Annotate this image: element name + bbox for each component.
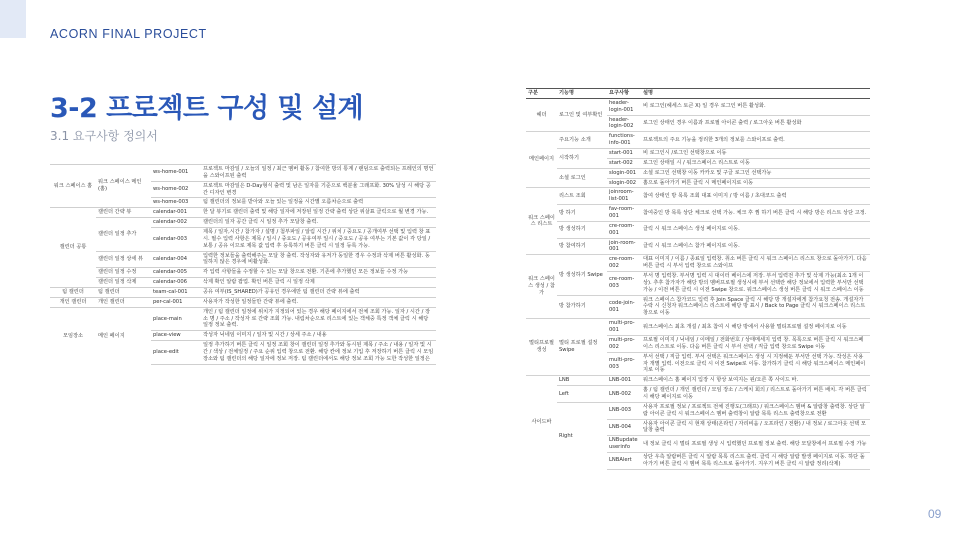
category-cell: 사이드바 bbox=[526, 376, 557, 469]
description-cell: 비 로그인(헤세스 토큰 X) 일 경우 로그인 버튼 활성화. bbox=[641, 98, 870, 115]
description-cell: 한 달 뷰기로 캘린더 출력 및 해당 일자에 저장된 일정 간략 출력 상단 위살표 클릭으로 월 변경 가능. bbox=[201, 208, 436, 218]
feature-cell: 소셜 로그인 bbox=[557, 168, 607, 188]
feature-cell: 주요기능 소개 bbox=[557, 132, 607, 149]
requirement-id-cell: ws-home-001 bbox=[151, 165, 201, 182]
feature-cell: 리스트 조회 bbox=[557, 188, 607, 205]
category-cell: 멀티프로필 생성 bbox=[526, 319, 557, 376]
table-row bbox=[526, 295, 870, 319]
description-cell: 각 입력 사항들을 수정할 수 있는 모달 창으로 전환. 기존에 추가했던 모든 정보들 수정 가능 bbox=[201, 268, 436, 278]
table-row bbox=[50, 288, 436, 298]
description-cell: 프로필 이미지 / 닉네임 / 이메일 / 전화번호 / 상태메세지 입력 창. 목록으로 버튼 클릭 시 워크스페이스 리스트로 이동. 다음 버튼 클릭 시 부서 선택 / 직급 입력 창으로 Swipe 이동 bbox=[641, 335, 870, 352]
category-cell: 워크 스페이스 생성 / 참가 bbox=[526, 255, 557, 319]
table-row bbox=[526, 188, 870, 205]
feature-cell: 캘린더 일정 추가 bbox=[96, 218, 151, 251]
description-cell: 로그인 상태인 경우 이름과 프로필 아이콘 출력 / 로그아웃 버튼 활성화 bbox=[641, 115, 870, 132]
requirement-id-cell: calendar-003 bbox=[151, 228, 201, 252]
description-cell: 프로젝트의 주요 기능을 정리한 3개의 정보를 스와이프로 출력. bbox=[641, 132, 870, 149]
requirement-id-cell: start-001 bbox=[607, 149, 641, 159]
requirement-id-cell: multi-pro-003 bbox=[607, 352, 641, 376]
header-category: 구분 bbox=[526, 89, 557, 99]
table-row bbox=[526, 221, 870, 238]
description-cell: 입력한 정보들을 출력해주는 모달 창 출력. 작성자와 유저가 동일한 경우 수정과 삭제 버튼 활성화. 동일하지 않은 경우에 비활성화. bbox=[201, 251, 436, 268]
requirement-id-cell: LNB-002 bbox=[607, 386, 641, 403]
description-cell: 비 로그인시 /로그인 선택창으로 이동 bbox=[641, 149, 870, 159]
table-row bbox=[526, 402, 870, 419]
description-cell: 프로젝트 마감일 / 오늘의 일정 / 최근 멤버 활동 / 참여한 방의 통계 / 랜덤으로 출력되는 프레인의 명언을 스와이프된 출력 bbox=[201, 165, 436, 182]
requirement-id-cell: start-002 bbox=[607, 158, 641, 168]
feature-cell: 시작하기 bbox=[557, 149, 607, 169]
requirement-id-cell: LNBAlert bbox=[607, 452, 641, 469]
requirement-id-cell: calendar-004 bbox=[151, 251, 201, 268]
description-cell: 캘린더의 일자 공간 클릭 시 일정 추가 모달창 출력. bbox=[201, 218, 436, 228]
table-row bbox=[526, 319, 870, 336]
requirement-id-cell: ws-home-003 bbox=[151, 198, 201, 208]
category-cell: 개인 캘린더 bbox=[50, 297, 96, 307]
table-row bbox=[50, 268, 436, 278]
requirement-id-cell: header-login-001 bbox=[607, 98, 641, 115]
table-row bbox=[526, 255, 870, 272]
requirement-id-cell: header-login-002 bbox=[607, 115, 641, 132]
category-cell: 워크 스페이스 리스트 bbox=[526, 188, 557, 255]
description-cell: 팀 캘린더의 정보를 받아와 오늘 있는 일정을 시간별 오름차순으로 출력 bbox=[201, 198, 436, 208]
description-cell: 워크스페이스 최초 개설 / 최초 참여 시 해당 방에서 사용할 멀티프로필 설정 페이지로 이동 bbox=[641, 319, 870, 336]
page-number: 09 bbox=[928, 507, 942, 521]
requirement-id-cell: functions-info-001 bbox=[607, 132, 641, 149]
requirement-id-cell: LNB-004 bbox=[607, 419, 641, 436]
table-row bbox=[50, 307, 436, 331]
requirement-id-cell: calendar-006 bbox=[151, 278, 201, 288]
feature-cell: Right bbox=[557, 402, 607, 469]
description-cell: 소셜 로그인 선택창 이동 카카오 및 구글 로그인 선택가능 bbox=[641, 168, 870, 178]
description-cell: 부서 선택 / 직급 입력. 부서 선택은 워크스페이스 생성 시 지정해둔 부서만 선택 가능. 작성은 사용자 개별 입력. 이전으로 클릭 시 이전 Swipe로 이동. 참가하기 클릭 시 해당 워크스페이스 메인페이지로 이동 bbox=[641, 352, 870, 376]
requirement-id-cell: slogin-002 bbox=[607, 178, 641, 188]
category-cell: 모임장소 bbox=[50, 307, 96, 364]
feature-cell: 캘린더 일정 수정 bbox=[96, 268, 151, 278]
feature-cell: 워크 스페이스 메인(홈) bbox=[96, 165, 151, 208]
description-cell: 참여 상태인 방 목록 조회 대표 이미지 / 방 이름 / 초대코드 출력 bbox=[641, 188, 870, 205]
slide-subtitle: 3.1 요구사항 정의서 bbox=[50, 129, 158, 143]
requirement-id-cell: multi-pro-002 bbox=[607, 335, 641, 352]
requirement-id-cell: slogin-001 bbox=[607, 168, 641, 178]
table-row bbox=[526, 386, 870, 403]
feature-cell: 방 생성하기 bbox=[557, 221, 607, 238]
feature-cell: 방 참가하기 bbox=[557, 295, 607, 319]
description-cell: 대표 이미지 / 이름 / 종료일 입력창. 취소 버튼 클릭 시 워크 스페이스 리스트 창으로 돌아가기. 다음 버튼 클릭 시 부서 입력 창으로 스와이프 bbox=[641, 255, 870, 272]
description-cell: 참여중인 방 목록 상단 체크로 선택 가능. 체크 후 찜 하기 버튼 클릭 시 해당 방은 리스트 상단 고정. bbox=[641, 205, 870, 222]
table-row bbox=[526, 376, 870, 386]
table-row bbox=[50, 278, 436, 288]
project-header: ACORN FINAL PROJECT bbox=[50, 27, 207, 41]
requirement-id-cell: cre-room-002 bbox=[607, 255, 641, 272]
requirement-id-cell: multi-pro-001 bbox=[607, 319, 641, 336]
requirement-id-cell: calendar-002 bbox=[151, 218, 201, 228]
slide-title: 3-2 프로젝트 구성 및 설계 bbox=[50, 93, 364, 124]
description-cell: 프로젝트 마감일은 D-Day형식 출력 및 남은 일자를 기준으로 백분율 그래프화. 30% 달성 시 해당 공간 디자인 변경 bbox=[201, 181, 436, 198]
table-row bbox=[526, 238, 870, 255]
category-cell: 워크 스페이스 홈 bbox=[50, 165, 96, 208]
requirement-id-cell: ws-home-002 bbox=[151, 181, 201, 198]
description-cell: 작성자 닉네임 이미지 / 일자 및 시간 / 상세 주소 / 내용 bbox=[201, 331, 436, 341]
description-cell: 제목 / 일자,시간 / 참가자 / 설명 / 첨부파일 / 알림 시간 / 위치 / 중요도 / 공개여부 선택 및 입력 창 표시. 필수 입력 사항은 제목 / 일시 / 중요도 / 공유여부 일시 / 중요도 / 공유 여부는 기본 값이 각 당일 / 보통 / 공유 이므로 제목 값 입력 후 등록하기 버튼 클릭 시 일정 등록 가능. bbox=[201, 228, 436, 252]
requirement-id-cell: cre-room-001 bbox=[607, 221, 641, 238]
feature-cell: 방 하기 bbox=[557, 205, 607, 222]
description-cell: 내 정보 클릭 시 멀티 프로필 생성 시 입력했던 프로필 정보 출력. 해당 모달창에서 프로필 수정 가능 bbox=[641, 436, 870, 453]
corner-accent bbox=[0, 0, 26, 38]
table-row bbox=[526, 168, 870, 178]
description-cell: 로그인 상태일 시 / 워크스페이스 리스트로 이동 bbox=[641, 158, 870, 168]
table-row bbox=[526, 149, 870, 159]
table-row bbox=[526, 205, 870, 222]
requirement-id-cell: place-main bbox=[151, 307, 201, 331]
table-row bbox=[50, 165, 436, 182]
requirement-id-cell: per-cal-001 bbox=[151, 297, 201, 307]
description-cell: 클릭 시 워크 스페이스 참가 페이지로 이동. bbox=[641, 238, 870, 255]
table-row bbox=[526, 132, 870, 149]
requirement-id-cell: cre-room-003 bbox=[607, 272, 641, 296]
requirements-table-right bbox=[526, 88, 870, 470]
table-header-row bbox=[526, 89, 870, 99]
category-cell: 팀 캘린더 bbox=[50, 288, 96, 298]
description-cell: 삭제 확인 알람 팝업. 확인 버튼 클릭 시 일정 삭제 bbox=[201, 278, 436, 288]
description-cell: 사용자가 작성한 일정들만 간략 뷰에 출력. bbox=[201, 297, 436, 307]
requirement-id-cell: joinroom-list-001 bbox=[607, 188, 641, 205]
header-feature: 기능명 bbox=[557, 89, 607, 99]
feature-cell: 캘린더 일정 삭제 bbox=[96, 278, 151, 288]
requirement-id-cell: calendar-005 bbox=[151, 268, 201, 278]
table-row bbox=[50, 208, 436, 218]
feature-cell: 로그인 및 여부확인 bbox=[557, 98, 607, 131]
feature-cell: 캘린더 간략 뷰 bbox=[96, 208, 151, 218]
feature-cell: 캘린더 일정 상세 뷰 bbox=[96, 251, 151, 268]
description-cell: 상단 우측 알람버튼 클릭 시 알람 목록 리스트 출력. 클릭 시 해당 알람 발생 페이지로 이동. 하단 돌아가기 버튼 클릭 시 멤버 목록 리스트로 돌아가기. 지우기 버튼 클릭 시 알람 정리(삭제) bbox=[641, 452, 870, 469]
requirement-id-cell: calendar-001 bbox=[151, 208, 201, 218]
category-cell: 헤더 bbox=[526, 98, 557, 131]
feature-cell: LNB bbox=[557, 376, 607, 386]
description-cell: 워크 스페이스 참가코드 입력 후 Join Space 클릭 시 해당 방 개설자에게 참가요청 전송. 개설자가 수락 시 신청자 워크스페이스 리스트에 해당 방 표시 / Back to Page 클릭 시 워크스페이스 리스트 창으로 이동 bbox=[641, 295, 870, 319]
requirements-table-left bbox=[50, 164, 436, 365]
table-row bbox=[526, 98, 870, 115]
table-row bbox=[50, 218, 436, 228]
description-cell: 부서 명 입력창. 부서명 입력 시 대이터 베이스에 저장. 부서 입력전 추가 및 삭제 가능(최소 1개 이상). 추후 참가자가 해당 방의 멤버프로필 생성시에 부서 선택란 해당 정보에서 입력한 부서만 선택 가능 / 이전 버튼 클릭 시 이전 Swipe 창으로. 워크스페이스 생성 버튼 클릭 시 워크 스페이스 이동 bbox=[641, 272, 870, 296]
description-cell: 홈으로 돌아가기 버튼 클릭 시 메인페이지로 이동 bbox=[641, 178, 870, 188]
feature-cell: Left bbox=[557, 386, 607, 403]
requirement-id-cell: LNBupdate userinfo bbox=[607, 436, 641, 453]
requirement-id-cell: fav-room-001 bbox=[607, 205, 641, 222]
feature-cell: 개인 캘린더 bbox=[96, 297, 151, 307]
description-cell: 클릭 시 워크 스페이스 생성 페이지로 이동. bbox=[641, 221, 870, 238]
requirement-id-cell: join-room-001 bbox=[607, 238, 641, 255]
category-cell: 메인페이지 bbox=[526, 132, 557, 188]
requirement-id-cell: code-join-001 bbox=[607, 295, 641, 319]
feature-cell: 멀티 프로필 설정 Swipe bbox=[557, 319, 607, 376]
description-cell: 홈 / 팀 캘린더 / 개인 캘린더 / 모임 장소 / 스케치 회의 / 리스트로 돌아가기 버튼 배치. 각 버튼 클릭 시 해당 페이지로 이동 bbox=[641, 386, 870, 403]
feature-cell: 메인 페이지 bbox=[96, 307, 151, 364]
description-cell: 개인 / 팀 캘린더 일정에 위치가 지정되어 있는 경우 해당 페이지에서 전체 조회 가능. 일자 / 시간 / 장소 명 / 주소 / 작성자 로 간략 조회 가능. 내림차순으로 리스트에 있는 객체중 특정 객체 클릭 시 해당 일정 정보 출력. bbox=[201, 307, 436, 331]
description-cell: 사용자 프로필 정보 / 프로젝트 전체 진행도(그래프) / 워크스페이스 멤버 & 알람창 출력창. 상단 알람 아이콘 클릭 시 워크스페이스 멤버 출력창이 알람 목록 리스트 출력창으로 전환 bbox=[641, 402, 870, 419]
requirement-id-cell: LNB-003 bbox=[607, 402, 641, 419]
category-cell: 캘린더 공통 bbox=[50, 208, 96, 288]
requirement-id-cell: LNB-001 bbox=[607, 376, 641, 386]
description-cell: 워크스페이스 홈 페이지 입장 시 항상 보여지는 왼/오른 쪽 사이드 바. bbox=[641, 376, 870, 386]
feature-cell: 팀 캘린더 bbox=[96, 288, 151, 298]
header-description: 설명 bbox=[641, 89, 870, 99]
requirement-id-cell: place-edit bbox=[151, 341, 201, 365]
description-cell: 일정 추가하기 버튼 클릭 시 일정 조회 창이 캘린더 일정 추가와 동시된 제목 / 주소 / 내용 / 일자 및 시간 / 색상 / 전체일정 / 주요 순위 입력 창으로 전환. 해당 칸에 정보 기입 후 저장하기 버튼 클릭 시 모임 장소와 팀 캘린더의 해당 일자에 정보 저장. 팀 캘린더에서도 해당 정보 조회 가능 도한 작성한 일정은 bbox=[201, 341, 436, 365]
header-requirement: 요구사항 bbox=[607, 89, 641, 99]
description-cell: 공유 여부(IS_SHARED)가 공유인 경우에만 팀 캘린더 간략 뷰에 출력 bbox=[201, 288, 436, 298]
description-cell: 사용자 아이콘 클릭 시 현재 상태(온라인 / 자리비움 / 오프라인 / 전환) / 내 정보 / 로그아웃 선택 모달창 출력 bbox=[641, 419, 870, 436]
table-row bbox=[50, 251, 436, 268]
feature-cell: 방 참여하기 bbox=[557, 238, 607, 255]
feature-cell: 방 생성하기 Swipe bbox=[557, 255, 607, 295]
table-row bbox=[50, 297, 436, 307]
requirement-id-cell: place-view bbox=[151, 331, 201, 341]
requirement-id-cell: team-cal-001 bbox=[151, 288, 201, 298]
